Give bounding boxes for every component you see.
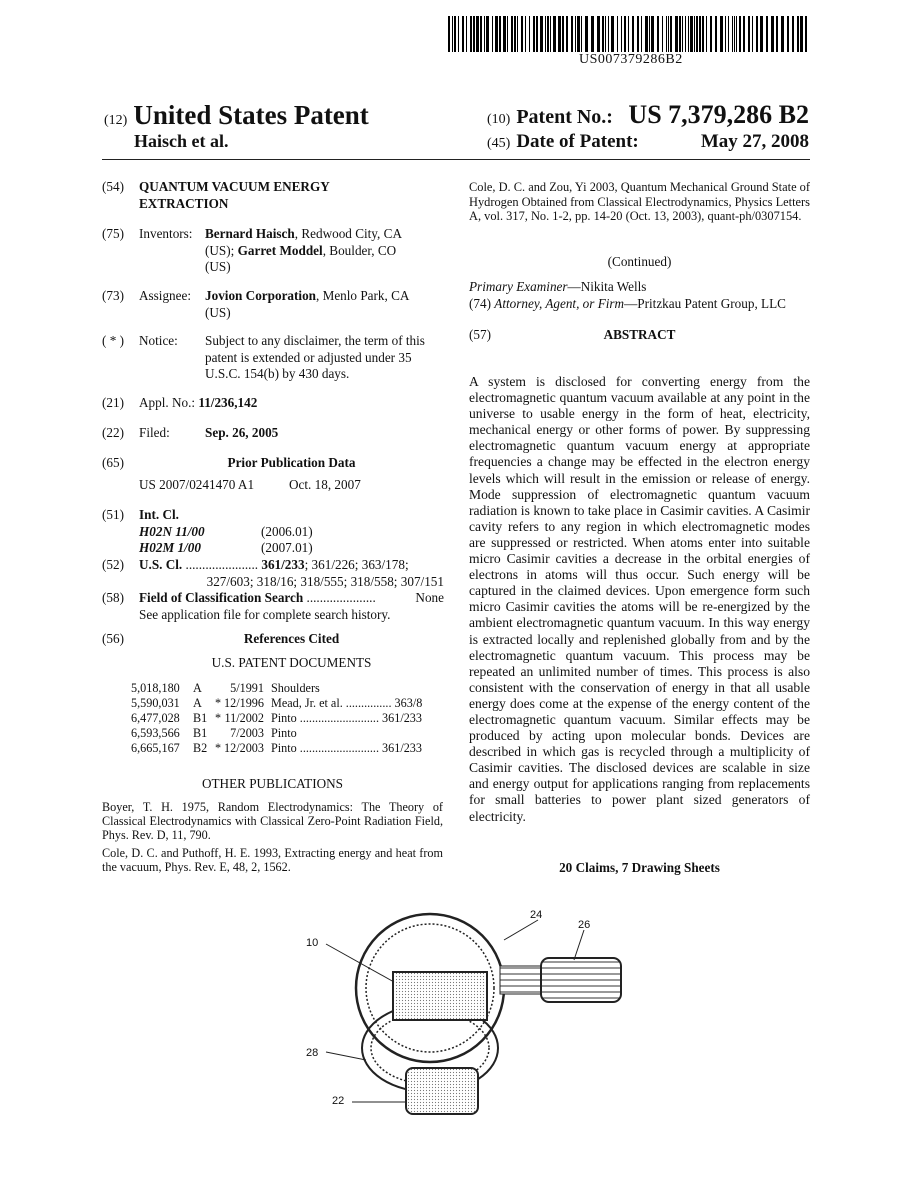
ref-name: Pinto .......................... 361/233 [271,741,422,755]
assignee-name: Jovion Corporation [205,288,316,303]
uscl-rest: ; 361/226; 363/178; [304,557,409,572]
refs-code: (56) [102,631,124,646]
inventor-1-name: Bernard Haisch [205,226,295,241]
filed-label: Filed: [139,425,170,440]
inventor-1-country: (US); [205,242,238,258]
ref-date: 12/1996 [224,696,264,710]
inventor-1-loc: , Redwood City, CA [294,226,402,241]
other-pub-2: Cole, D. C. and Puthoff, H. E. 1993, Extracting energy and heat from the vacuum, Phys. Rev. E, 48, 2, 1562. [102,846,443,874]
fig-label-22: 22 [332,1095,345,1107]
ref-kind: A [193,696,202,710]
uscl-main: 361/233 [261,557,305,572]
uscl-dots: ...................... [182,557,259,572]
us-patent-documents-list [131,681,443,756]
continued-pub: Cole, D. C. and Zou, Yi 2003, Quantum Mechanical Ground State of Hydrogen Obtained from Classical Electrodynamics, Physics Letters A, vol. 317, No. 1-2, pp. 14-20 (Oct. 13, 2003), quant-ph/0307154. [469,180,811,223]
ref-number: 5,018,180 [131,681,180,695]
component-10 [393,972,487,1020]
examiner-label: Primary Examiner [469,279,568,294]
patent-drawing [290,900,650,1200]
country-code: (12) [104,113,128,128]
attorney-line [469,296,814,313]
field-line-2: See application file for complete search history. [139,607,391,622]
ref-number: 5,590,031 [131,696,180,710]
patent-number: US 7,379,286 B2 [628,100,809,129]
barcode-number: US007379286B2 [579,52,683,67]
examiner-name: —Nikita Wells [567,279,647,294]
intcl-2: H02M 1/00 [139,540,201,555]
inventor-2-country: (US) [205,259,231,274]
appl-label: Appl. No.: [139,395,196,410]
fig-label-10: 10 [306,937,319,949]
intcl-1: H02N 11/00 [139,523,205,539]
ref-name: Pinto [271,726,297,740]
date-code: (45) [487,136,511,151]
filed-code: (22) [102,425,124,440]
ref-number: 6,477,028 [131,711,180,725]
attorney-name: —Pritzkau Patent Group, LLC [624,296,786,311]
barcode-image [448,16,810,52]
patent-date-line [487,131,809,153]
inventors-label: Inventors: [139,226,193,241]
uscl-label: U.S. Cl. [139,557,183,572]
prior-heading: Prior Publication Data [227,455,356,470]
title-line-2: EXTRACTION [139,195,229,211]
claims-line: 20 Claims, 7 Drawing Sheets [559,860,720,875]
continued-label: (Continued) [607,254,672,269]
prior-pub-row [139,477,439,494]
fig-label-28: 28 [306,1047,319,1059]
reference-row [131,741,443,756]
abstract-text: A system is disclosed for converting energy from the electromagnetic quantum vacuum available at any point in the universe to usable energy in the form of heat, electricity, mechanical energy or other forms of power. By suppressing electromagnetic quantum vacuum energy at appropriate frequencies a change may be effected in the electron energy levels which will result in the emission or release of energy. Mode suppression of electromagnetic quantum vacuum radiation is known to take place in Casimir cavities. A Casimir cavity refers to any region in which electromagnetic modes are suppressed or restricted. When atoms enter into suitable micro Casimir cavities a decrease in the orbital energies of electrons in atoms will thus occur. Such energy will be captured in the claimed devices. Upon emergence form such micro Casimir cavities the atoms will be re-energized by the ambient electromagnetic quantum vacuum. In this way energy is extracted locally and replenished globally from and by the electromagnetic quantum vacuum. This process may be repeated an unlimited number of times. This process is also consistent with the conservation of energy in that all usable energy does come at the expense of the energy content of the electromagnetic quantum vacuum. Similar effects may be produced by acting upon molecular bonds. Devices are described in which gas is recycled through a multiplicity of Casimir cavities. The disclosed devices are scalable in size and energy output for applications ranging from replacements for small batteries to power plant sized generators of electricity. [469,374,810,824]
reference-row [131,726,443,741]
ref-date: 12/2003 [224,741,264,755]
notice-label: Notice: [139,333,178,348]
ref-kind: B2 [193,741,208,755]
notice-line-2: patent is extended or adjusted under 35 [205,349,412,365]
assignee-country: (US) [205,304,231,320]
header-divider [102,159,810,160]
intcl-code: (51) [102,507,124,522]
attorney-label: Attorney, Agent, or Firm [494,296,625,311]
appl-code: (21) [102,395,124,410]
abstract-code: (57) [469,327,491,342]
component-22 [406,1068,478,1114]
uscl-code: (52) [102,557,124,572]
prior-pub-date: Oct. 18, 2007 [289,477,361,492]
inventor-2-loc: , Boulder, CO [322,242,397,258]
component-26 [541,958,621,1002]
ref-name: Pinto .......................... 361/233 [271,711,422,725]
intcl-1-date: (2006.01) [261,523,313,539]
abstract-heading: ABSTRACT [603,327,676,342]
patent-number-line [487,100,809,129]
assignee-loc: , Menlo Park, CA [316,288,410,303]
us-docs-heading: U.S. PATENT DOCUMENTS [211,655,372,670]
reference-row [131,696,443,711]
intcl-2-date: (2007.01) [261,540,313,555]
prior-pub-number: US 2007/0241470 A1 [139,477,255,492]
ref-number: 6,593,566 [131,726,180,740]
prior-code: (65) [102,455,124,470]
other-pub-1: Boyer, T. H. 1975, Random Electrodynamics: The Theory of Classical Electrodynamics with Classical Zero-Point Radiation Field, Phys. Rev. D, 11, 790. [102,800,443,842]
ref-name: Shoulders [271,681,320,695]
ref-kind: B1 [193,711,208,725]
ref-kind: B1 [193,726,208,740]
inventors-code: (75) [102,226,124,241]
notice-code: ( * ) [102,333,124,348]
ref-date: 11/2002 [224,711,264,725]
reference-row [131,681,443,696]
ref-number: 6,665,167 [131,741,180,755]
ref-kind: A [193,681,202,695]
ref-star: * [215,711,222,725]
refs-heading: References Cited [243,631,340,646]
date-label: Date of Patent: [516,131,639,152]
ref-date: 7/2003 [230,726,264,740]
authors-line: Haisch et al. [134,131,229,151]
examiner-line [469,279,810,296]
ref-date: 5/1991 [230,681,264,695]
intcl-label: Int. Cl. [139,507,179,522]
field-label: Field of Classification Search [139,590,304,605]
document-type-title [104,100,369,131]
appl-number: 11/236,142 [198,395,258,410]
doc-type: United States Patent [133,100,369,130]
assignee-label: Assignee: [139,288,192,303]
notice-line-3: U.S.C. 154(b) by 430 days. [205,366,350,381]
ref-star: * [215,741,222,755]
assignee-code: (73) [102,288,124,303]
notice-line-1: Subject to any disclaimer, the term of this [205,333,425,348]
other-pubs-heading: OTHER PUBLICATIONS [201,776,344,791]
patent-no-label: Patent No.: [516,106,613,128]
field-dots: ..................... [303,590,376,605]
field-code: (58) [102,590,124,605]
reference-row [131,711,443,726]
ref-name: Mead, Jr. et al. ............... 363/8 [271,696,423,710]
inventor-2-name: Garret Moddel [237,242,323,258]
patent-date: May 27, 2008 [700,131,809,152]
uscl-line-2: 327/603; 318/16; 318/555; 318/558; 307/151 [206,573,444,589]
filed-date: Sep. 26, 2005 [205,425,279,440]
title-line-1: QUANTUM VACUUM ENERGY [139,179,330,194]
attorney-code: (74) [469,296,495,311]
fig-label-24: 24 [530,909,543,921]
ref-star: * [215,696,222,710]
fig-label-26: 26 [578,919,591,931]
field-value: None [415,590,444,605]
title-code: (54) [102,179,124,194]
patent-no-code: (10) [487,112,511,127]
